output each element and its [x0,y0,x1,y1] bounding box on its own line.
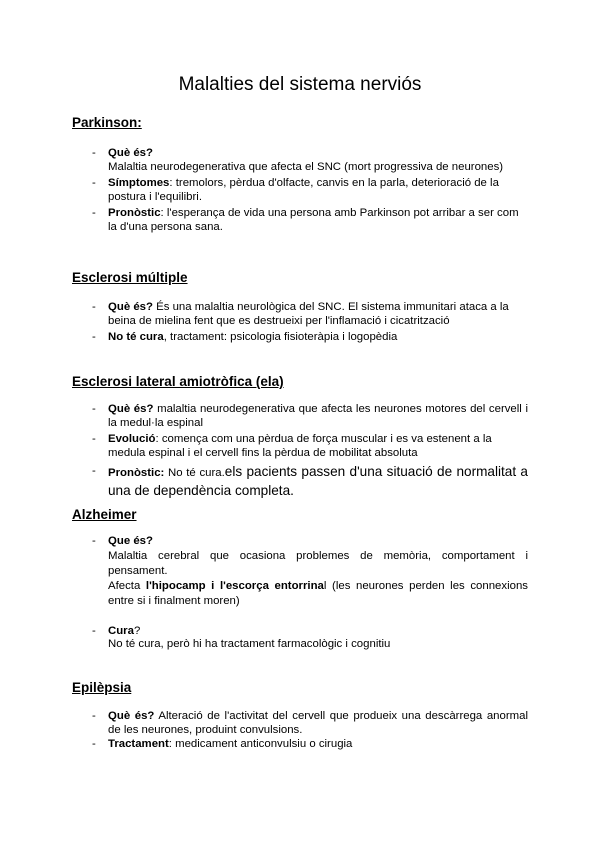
item-mark: ? [133,624,141,637]
item-label: Tractament [108,738,169,751]
list-item [72,207,528,234]
heading-alzheimer: Alzheimer [72,507,137,522]
bullet-dash: - [92,465,96,478]
item-text: Alteració de l'activitat del cervell que produeix una descàrrega anormal de les neurones, produint convulsions. [108,710,528,736]
item-text: , tractament: psicologia fisioteràpia i logopèdia [163,331,398,344]
heading-ela: Esclerosi lateral amiotròfica (ela) [72,374,284,389]
item-text-large: els pacients passen d'una situació de normalitat a una de dependència completa. [108,464,528,499]
section-parkinson [72,115,528,235]
bullet-dash: - [92,207,96,220]
section-ela [72,374,528,501]
bullet-dash: - [92,301,96,313]
list-alzheimer [72,535,528,652]
list-item [72,331,528,345]
list-item [72,463,528,501]
list-item [72,710,528,737]
item-text: : l'esperança de vida una persona amb Parkinson pot arribar a ser com la d'una persona sana. [108,207,519,233]
item-text: És una malaltia neurològica del SNC. El sistema immunitari ataca a la beina de mielina fent que es destrueixi per l'inflamació i cicatrització [108,301,509,327]
bullet-dash: - [92,433,96,446]
item-text: Malaltia cerebral que ocasiona problemes de memòria, comportament i pensament. [108,549,528,577]
bullet-dash: - [92,147,96,159]
list-ela [72,403,528,501]
item-label: Símptomes [108,177,170,190]
list-parkinson [72,147,528,235]
list-item [72,177,528,204]
page-title: Malalties del sistema nerviós [178,74,422,95]
list-item [72,147,528,174]
bullet-dash: - [92,177,96,190]
item-label: Pronòstic [108,207,161,220]
item-label: Que és? [108,535,153,547]
section-esclerosi-multiple [72,270,528,345]
bullet-dash: - [92,710,96,722]
list-item [72,433,528,460]
list-esclerosi-multiple [72,301,528,345]
item-text-afecta [108,579,528,609]
item-text: No té cura. [164,467,225,480]
list-epilepsia [72,710,528,752]
item-text: : medicament anticonvulsiu o cirugia [168,738,353,751]
item-label: Evolució [108,433,156,446]
afecta-rest: l (les neurones perden les connexions entre si i finalment moren) [108,579,528,607]
item-label: Pronòstic: [108,467,165,480]
bullet-dash: - [92,403,96,415]
list-item [72,301,528,328]
list-item [72,403,528,430]
list-item [72,535,528,609]
item-text: No té cura, però hi ha tractament farmacològic i cognitiu [108,638,391,651]
bullet-dash: - [92,738,96,751]
item-text: Malaltia neurodegenerativa que afecta el SNC (mort progressiva de neurones) [108,160,504,173]
afecta-bold: l'hipocamp i l'escorça entorrina [145,579,324,592]
bullet-dash: - [92,331,96,344]
item-label: Cura [108,624,134,637]
bullet-dash: - [92,624,96,637]
heading-esclerosi-multiple: Esclerosi múltiple [72,270,188,285]
item-label: Què és? [108,147,153,159]
item-label: Què és? [108,301,153,313]
section-epilepsia [72,680,528,752]
item-text: : tremolors, pèrdua d'olfacte, canvis en la parla, deterioració de la postura i l'equilibri. [108,177,499,203]
item-label: Què és? [108,403,154,415]
list-item [72,625,528,652]
item-text: malaltia neurodegenerativa que afecta les neurones motores del cervell i la medul·la espinal [108,403,529,429]
item-label: Què és? [108,710,155,722]
heading-epilepsia: Epilèpsia [72,680,132,695]
afecta-text: Afecta [108,579,146,592]
bullet-dash: - [92,535,96,547]
item-text: : comença com una pèrdua de força muscular i es va estenent a la medula espinal i el cervell fins la pèrdua de mobilitat absoluta [108,433,492,459]
item-label: No té cura [108,331,164,344]
section-alzheimer [72,507,528,652]
list-item [72,738,528,752]
heading-parkinson: Parkinson: [72,115,142,130]
